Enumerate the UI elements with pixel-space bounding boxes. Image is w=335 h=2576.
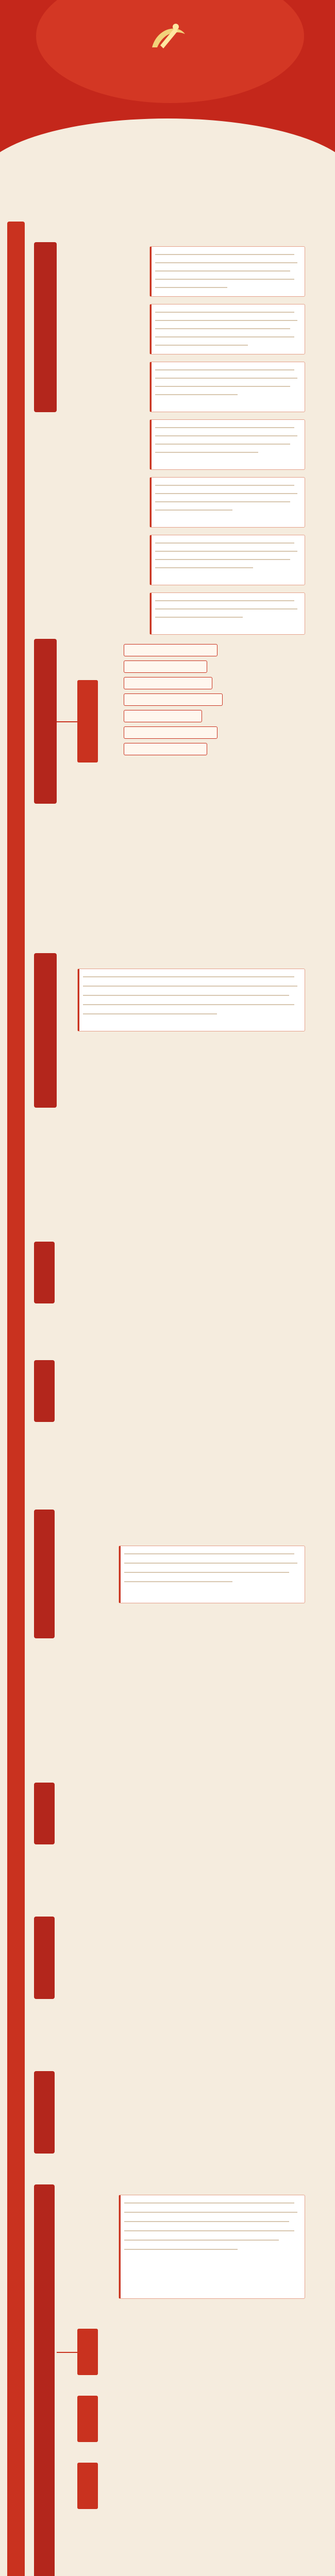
list-tag [124, 644, 217, 656]
text-card [119, 2195, 305, 2299]
list-tag [124, 726, 217, 739]
party-emblem-icon [142, 15, 193, 57]
node-g1 [77, 2329, 98, 2375]
node-g3 [77, 2463, 98, 2509]
list-tag [124, 743, 207, 755]
text-card [149, 419, 305, 470]
section-fourteen-adherences [34, 639, 57, 804]
section-block-d [34, 1783, 55, 1844]
connector [57, 2352, 77, 2353]
list-tag [124, 710, 202, 722]
text-card [149, 246, 305, 297]
list-tag [124, 660, 207, 673]
node-fourteen [77, 680, 98, 762]
header-banner [0, 0, 335, 196]
text-card [149, 362, 305, 412]
main-axis-rail [7, 222, 25, 2576]
node-g2 [77, 2396, 98, 2442]
section-block-a [34, 1242, 55, 1303]
section-block-c [34, 1510, 55, 1638]
text-card [149, 304, 305, 354]
text-card [77, 969, 305, 1031]
list-tag [124, 693, 223, 706]
section-block-f [34, 2071, 55, 2154]
text-card [149, 535, 305, 585]
list-tag [124, 677, 212, 689]
text-card [119, 1546, 305, 1603]
banner-arc [0, 118, 335, 196]
text-card [149, 477, 305, 528]
section-block-g [34, 2184, 55, 2576]
page-title [0, 61, 335, 92]
section-block-e [34, 1917, 55, 1999]
text-card [149, 592, 305, 635]
section-six-must-adheres [34, 953, 57, 1108]
connector [57, 721, 77, 722]
section-ten-clarifications [34, 242, 57, 412]
section-block-b [34, 1360, 55, 1422]
